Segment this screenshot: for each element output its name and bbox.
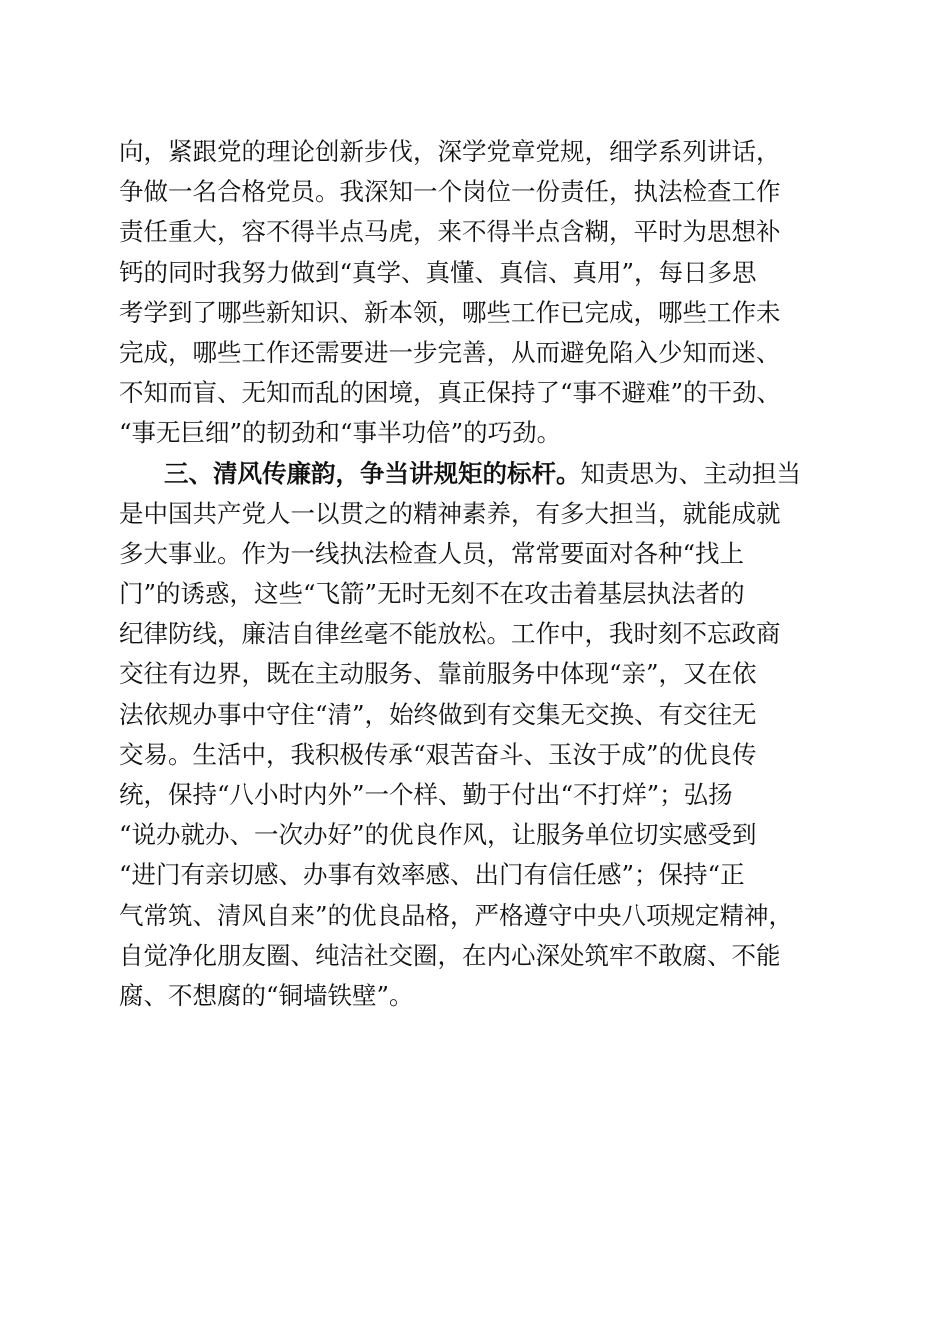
paragraph-line: 多大事业。作为一线执法检查人员，常常要面对各种“找上 (119, 538, 745, 568)
section-3-first-line (119, 454, 839, 494)
paragraph-line: 向，紧跟党的理论创新步伐，深学党章党规，细学系列讲话， (119, 137, 781, 166)
paragraph-line: 统，保持“八小时内外”一个样、勤于付出“不打烊”；弘扬 (119, 780, 733, 809)
body-text (119, 132, 839, 1016)
paragraph-line: 交易。生活中，我积极传承“艰苦奋斗、玉汝于成”的优良传 (119, 739, 757, 769)
section-3-first-line-text: 知责思为、主动担当 (580, 458, 801, 488)
section-3-heading: 三、清风传廉韵，争当讲规矩的标杆。 (164, 458, 581, 488)
paragraph-line: 法依规办事中守住“清”，始终做到有交集无交换、有交往无 (119, 699, 757, 729)
paragraph-line: 气常筑、清风自来”的优良品格，严格遵守中央八项规定精神， (119, 900, 794, 930)
paragraph-line: 交往有边界，既在主动服务、靠前服务中体现“亲”，又在依 (119, 659, 757, 689)
paragraph-line: 考学到了哪些新知识、新本领，哪些工作已完成，哪些工作未 (119, 297, 781, 327)
paragraph-line: “进门有亲切感、办事有效率感、出门有信任感”；保持“正 (119, 860, 745, 890)
paragraph-line: 纪律防线，廉洁自律丝毫不能放松。工作中，我时刻不忘政商 (119, 619, 781, 649)
paragraph-line: 腐、不想腐的“铜墙铁壁”。 (119, 980, 414, 1010)
paragraph-line: 门”的诱惑，这些“飞箭”无时无刻不在攻击着基层执法者的 (119, 579, 745, 609)
paragraph-line: 争做一名合格党员。我深知一个岗位一份责任，执法检查工作 (119, 177, 781, 207)
paragraph-line: 完成，哪些工作还需要进一步完善，从而避免陷入少知而迷、 (119, 337, 781, 367)
paragraph-line: “说办就办、一次办好”的优良作风，让服务单位切实感受到 (119, 820, 757, 850)
paragraph-line: 是中国共产党人一以贯之的精神素养，有多大担当，就能成就 (119, 498, 781, 528)
paragraph-line: 钙的同时我努力做到“真学、真懂、真信、真用”，每日多思 (119, 257, 757, 287)
paragraph-line: “事无巨细”的韧劲和“事半功倍”的巧劲。 (119, 418, 562, 448)
paragraph-line: 不知而盲、无知而乱的困境，真正保持了“事不避难”的干劲、 (119, 378, 782, 408)
paragraph-line: 自觉净化朋友圈、纯洁社交圈，在内心深处筑牢不敢腐、不能 (119, 940, 781, 970)
paragraph-line: 责任重大，容不得半点马虎，来不得半点含糊，平时为思想补 (119, 217, 781, 247)
